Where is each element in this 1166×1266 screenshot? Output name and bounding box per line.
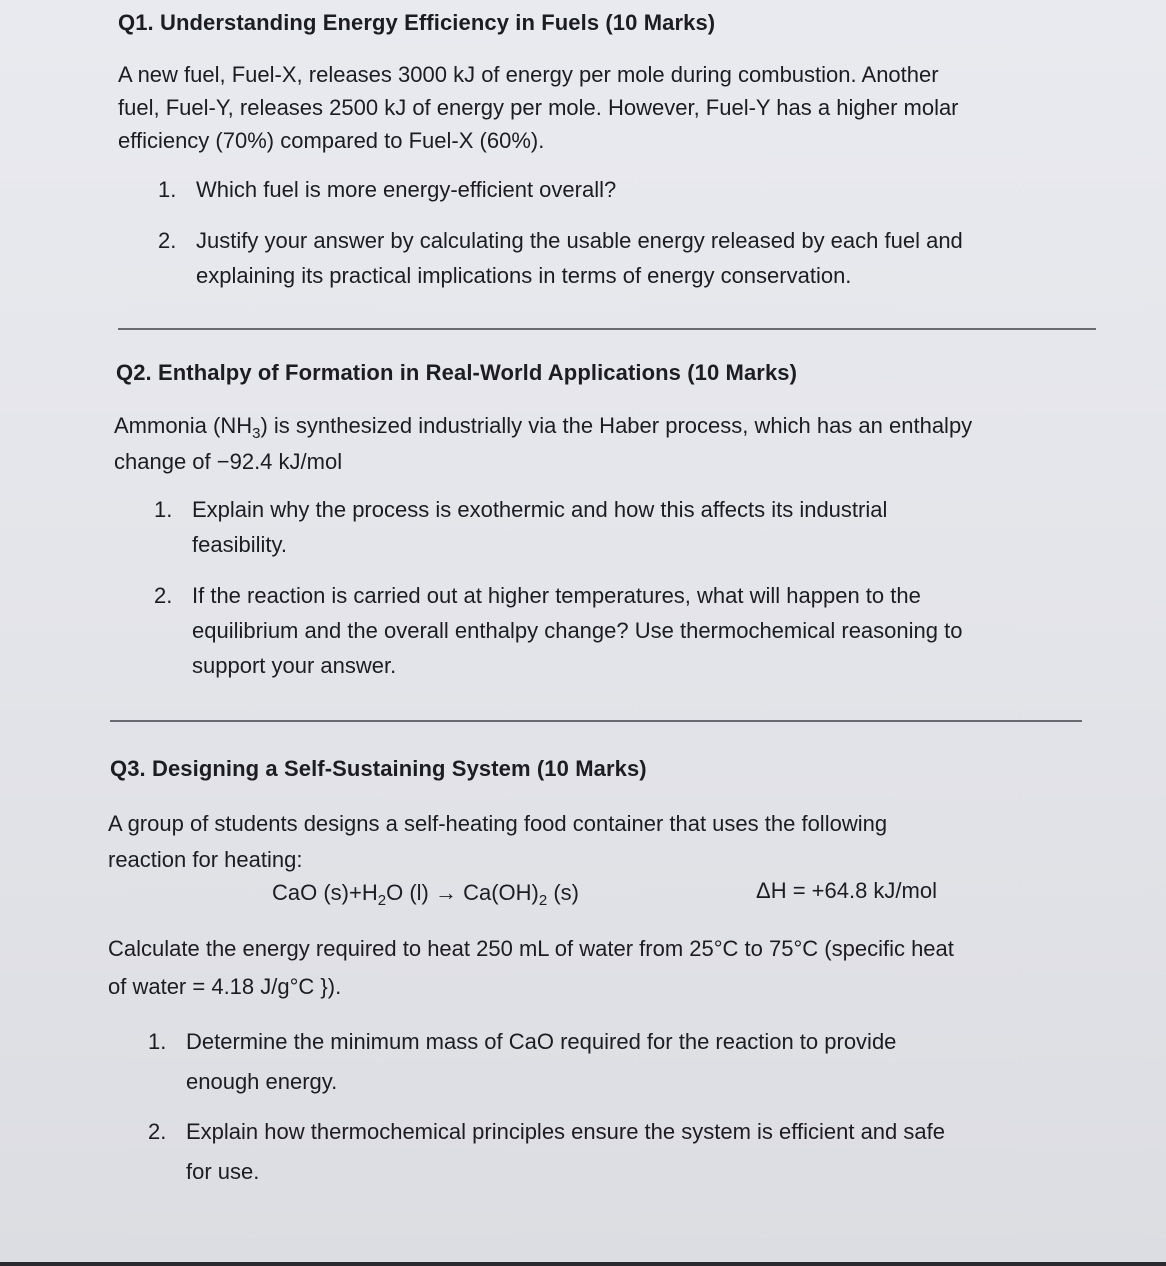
equation-text: O (l) → Ca(OH): [386, 880, 539, 905]
q3-calc-paragraph: [108, 930, 1128, 1006]
q1-title: Q1. Understanding Energy Efficiency in Fuels (10 Marks): [118, 10, 716, 35]
q1-para-line: efficiency (70%) compared to Fuel-X (60%).: [118, 128, 545, 153]
section-divider: [110, 720, 1082, 722]
q2-item-line: feasibility.: [192, 532, 287, 557]
equation-text: CaO (s)+H: [272, 880, 378, 905]
q3-item-text: [186, 1022, 896, 1102]
q3-para-line: reaction for heating:: [108, 847, 303, 872]
q2-item-line: If the reaction is carried out at higher temperatures, what will happen to the: [192, 583, 921, 608]
q2-item-text: [192, 492, 887, 562]
enthalpy-value: ΔH = +64.8 kJ/mol: [756, 878, 937, 903]
q3-title: Q3. Designing a Self-Sustaining System (10 Marks): [110, 756, 647, 781]
equation-text: (s): [547, 880, 579, 905]
q1-item-line: Justify your answer by calculating the usable energy released by each fuel and: [196, 228, 963, 253]
q3-item-number: 1.: [148, 1029, 167, 1054]
q2-item-line: Explain why the process is exothermic and how this affects its industrial: [192, 497, 888, 522]
q3-item-line: Explain how thermochemical principles ensure the system is efficient and safe: [186, 1119, 945, 1144]
q2-item-text: [192, 578, 962, 683]
q3-paragraph: [108, 806, 1118, 878]
q3-item-number: 2.: [148, 1119, 167, 1144]
q1-para-line: A new fuel, Fuel-X, releases 3000 kJ of energy per mole during combustion. Another: [118, 62, 939, 87]
q3-item-line: for use.: [186, 1159, 260, 1184]
q2-item-line: support your answer.: [192, 653, 397, 678]
q1-item-line: explaining its practical implications in terms of energy conservation.: [196, 263, 852, 288]
q1-item-text: [196, 223, 963, 293]
q2-item-number: 1.: [154, 497, 173, 522]
q2-para-line: [114, 408, 1124, 444]
q3-para-line: A group of students designs a self-heating food container that uses the following: [108, 811, 888, 836]
q2-paragraph: [114, 408, 1124, 480]
q3-calc-line: Calculate the energy required to heat 250 mL of water from 25°C to 75°C (specific heat: [108, 936, 954, 961]
q3-calc-line: of water = 4.18 J/g°C }).: [108, 974, 342, 999]
q2-para-line: change of −92.4 kJ/mol: [114, 449, 343, 474]
q3-item-text: [186, 1112, 945, 1192]
q3-item-line: enough energy.: [186, 1069, 338, 1094]
q2-para-text: Ammonia (NH: [114, 413, 253, 438]
q1-item-number: 2.: [158, 228, 177, 253]
q2-item-line: equilibrium and the overall enthalpy change? Use thermochemical reasoning to: [192, 618, 963, 643]
q3-item-line: Determine the minimum mass of CaO required for the reaction to provide: [186, 1029, 897, 1054]
page-bottom-edge: [0, 1262, 1166, 1266]
q1-item-number: 1.: [158, 177, 177, 202]
reaction-equation: [272, 880, 579, 909]
q1-para-line: fuel, Fuel-Y, releases 2500 kJ of energy per mole. However, Fuel-Y has a higher molar: [118, 95, 959, 120]
q2-subscript: 3: [252, 425, 261, 442]
q1-item-line: Which fuel is more energy-efficient overall?: [196, 177, 617, 202]
q2-para-text: ) is synthesized industrially via the Haber process, which has an enthalpy: [260, 413, 973, 438]
q2-title: Q2. Enthalpy of Formation in Real-World Applications (10 Marks): [116, 360, 798, 385]
q1-paragraph: [118, 58, 1118, 157]
q2-item-number: 2.: [154, 583, 173, 608]
q1-item-text: [196, 172, 616, 207]
section-divider: [118, 328, 1096, 330]
equation-subscript: 2: [377, 892, 387, 909]
equation-subscript: 2: [538, 892, 548, 909]
